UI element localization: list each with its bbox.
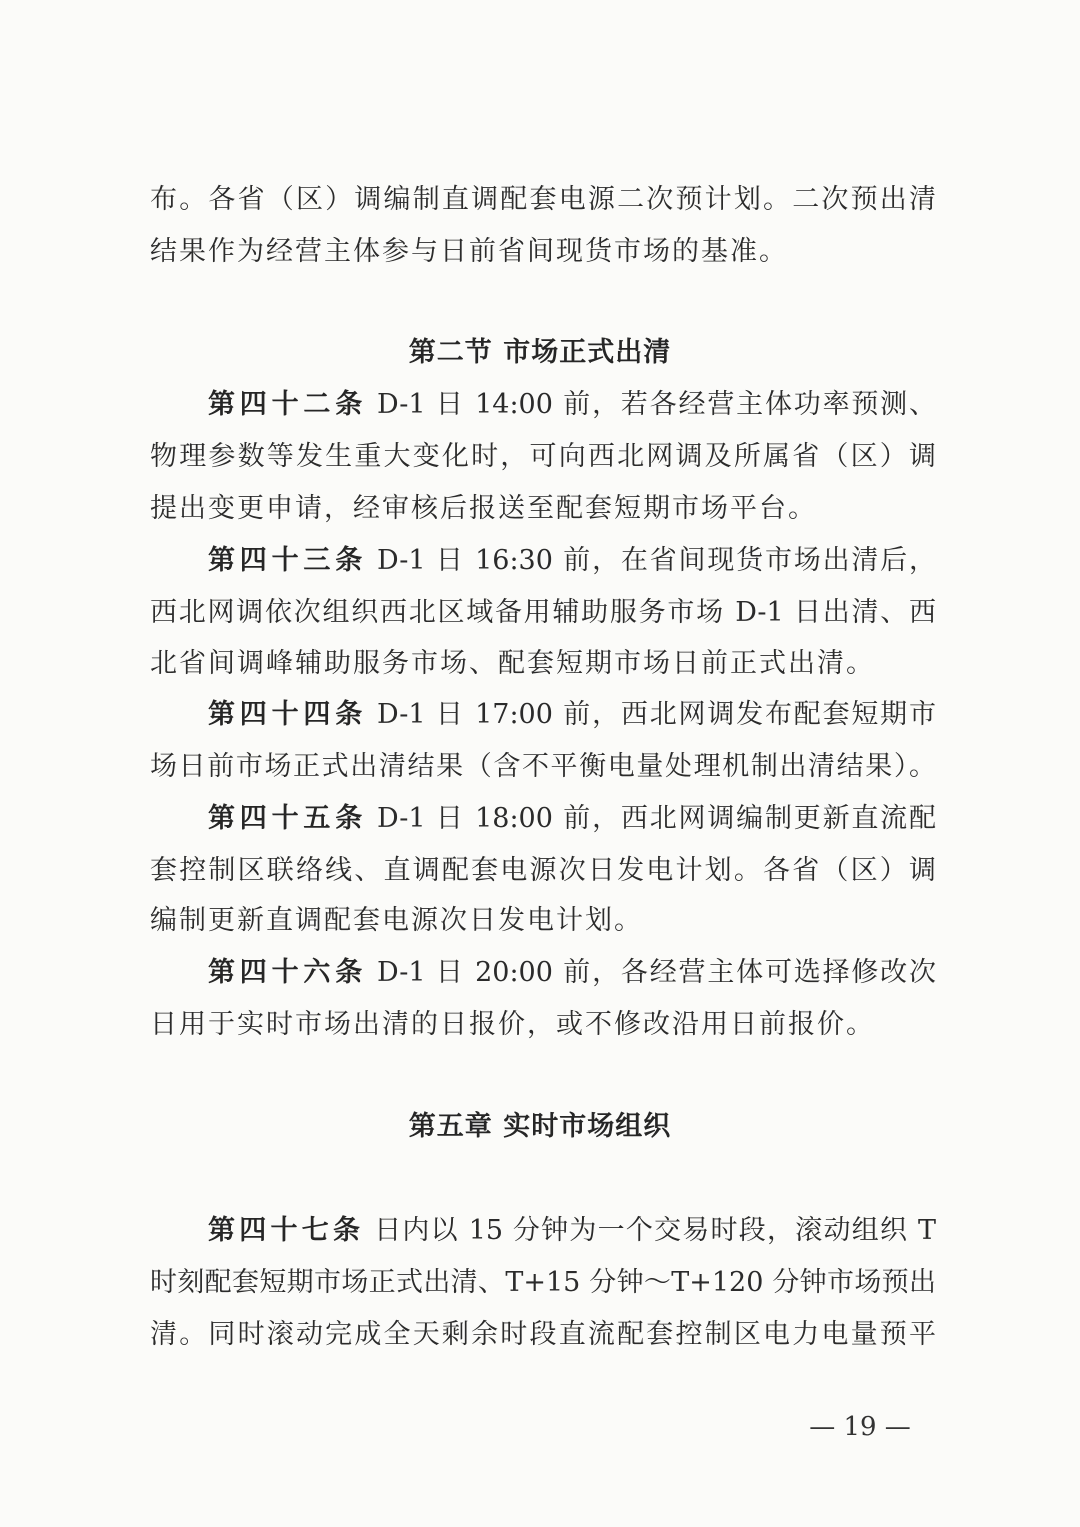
paragraph-line: 提出变更申请，经审核后报送至配套短期市场平台。 [150, 493, 817, 524]
article-number: 第四十七条 [208, 1215, 365, 1246]
paragraph-line: 西北网调依次组织西北区域备用辅助服务市场 D-1 日出清、西 [150, 597, 936, 628]
article-47-line-1 [208, 1214, 936, 1248]
paragraph-line: 场日前市场正式出清结果（含不平衡电量处理机制出清结果）。 [150, 751, 936, 782]
article-43-line-1 [208, 544, 936, 578]
article-46-line-1 [208, 956, 936, 990]
article-text: 日内以 15 分钟为一个交易时段，滚动组织 T [374, 1215, 936, 1246]
article-text: D-1 日 16:30 前，在省间现货市场出清后， [377, 545, 936, 576]
chapter-heading: 第五章 实时市场组织 [408, 1111, 672, 1142]
page-number: — 19 — [809, 1412, 911, 1442]
article-number: 第四十三条 [208, 545, 368, 576]
article-text: D-1 日 18:00 前，西北网调编制更新直流配 [377, 803, 936, 834]
article-text: D-1 日 17:00 前，西北网调发布配套短期市 [377, 699, 936, 730]
article-number: 第四十六条 [208, 957, 368, 988]
article-number: 第四十四条 [208, 699, 368, 730]
article-number: 第四十二条 [208, 389, 368, 420]
paragraph-line: 结果作为经营主体参与日前省间现货市场的基准。 [150, 236, 788, 267]
article-45-line-1 [208, 802, 936, 836]
paragraph-line: 清。同时滚动完成全天剩余时段直流配套控制区电力电量预平 [150, 1319, 936, 1350]
article-text: D-1 日 14:00 前，若各经营主体功率预测、 [377, 389, 936, 420]
paragraph-line: 时刻配套短期市场正式出清、T+15 分钟～T+120 分钟市场预出 [150, 1267, 936, 1298]
paragraph-line: 套控制区联络线、直调配套电源次日发电计划。各省（区）调 [150, 855, 936, 886]
section-heading: 第二节 市场正式出清 [408, 337, 672, 368]
paragraph-line: 日用于实时市场出清的日报价，或不修改沿用日前报价。 [150, 1009, 875, 1040]
article-44-line-1 [208, 698, 936, 732]
article-number: 第四十五条 [208, 803, 368, 834]
article-42-line-1 [208, 388, 936, 422]
article-text: D-1 日 20:00 前，各经营主体可选择修改次 [377, 957, 936, 988]
paragraph-line: 布。各省（区）调编制直调配套电源二次预计划。二次预出清 [150, 184, 936, 215]
paragraph-line: 物理参数等发生重大变化时，可向西北网调及所属省（区）调 [150, 441, 936, 472]
paragraph-line: 北省间调峰辅助服务市场、配套短期市场日前正式出清。 [150, 648, 875, 679]
paragraph-line: 编制更新直调配套电源次日发电计划。 [150, 905, 643, 936]
